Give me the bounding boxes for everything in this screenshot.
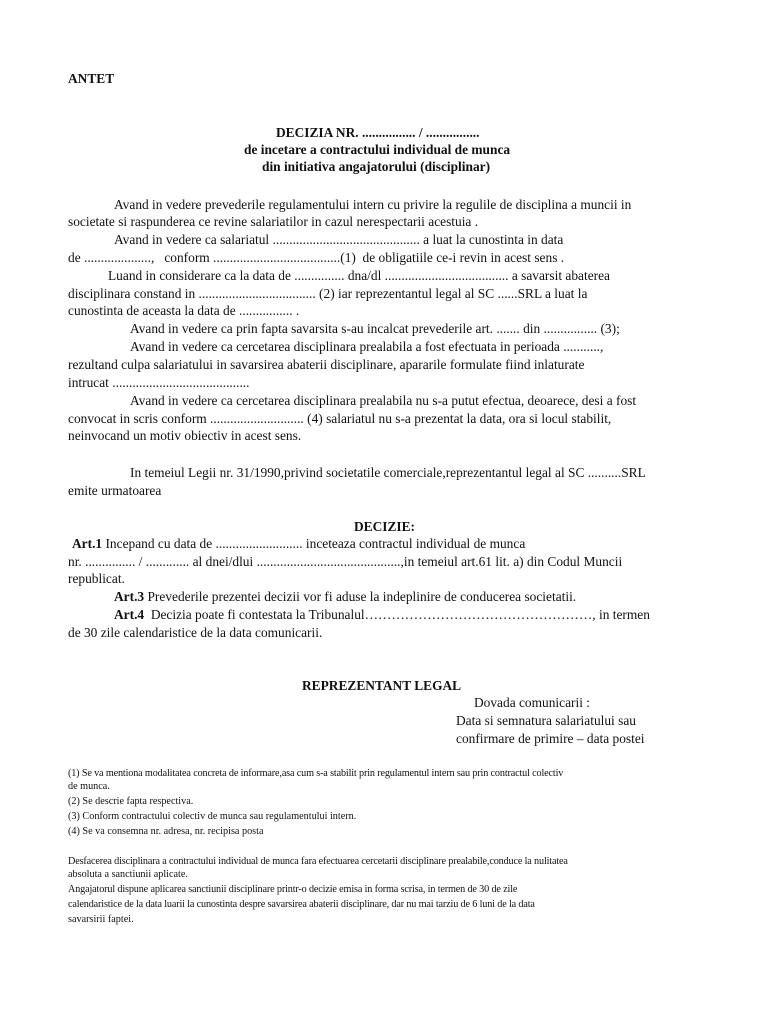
article-3-label: Art.3 <box>114 589 145 604</box>
body-line: cunostinta de aceasta la data de ................ . <box>68 303 300 318</box>
proof-of-communication-label: Dovada comunicarii : <box>474 695 591 710</box>
body-line: Avand in vedere ca salariatul ............................................ a luat la cunostinta in data <box>114 232 564 247</box>
body-line: emite urmatoarea <box>68 483 162 498</box>
article-4-text: Decizia poate fi contestata la Tribunalul……………………………………………, in termen <box>144 607 650 622</box>
article-4-label: Art.4 <box>114 607 145 622</box>
note-line: calendaristice de la data luarii la cunostinta despre savarsirea abaterii disciplinare, dar nu mai tarziu de 6 luni de la data <box>68 899 535 910</box>
body-line: Luand in considerare ca la data de ............... dna/dl ..................................... a savarsit abaterea <box>108 268 610 283</box>
body-line: Avand in vedere ca cercetarea disciplinara prealabila nu s-a putut efectua, deoarece, desi a fost <box>130 393 637 408</box>
legal-representative-label: REPREZENTANT LEGAL <box>302 678 462 693</box>
footnote-2: (2) Se descrie fapta respectiva. <box>68 796 194 807</box>
body-line: Avand in vedere ca prin fapta savarsita s-au incalcat prevederile art. ....... din ................ (3); <box>130 321 620 336</box>
article-1-line-3: republicat. <box>68 571 125 586</box>
article-1-label: Art.1 <box>72 536 103 551</box>
body-line: Avand in vedere prevederile regulamentului intern cu privire la regulile de disciplina a muncii in <box>114 197 632 212</box>
employee-signature-label: Data si semnatura salariatului sau <box>456 713 636 728</box>
antet-label: ANTET <box>68 71 115 86</box>
note-line: Angajatorul dispune aplicarea sanctiunii disciplinare printr-o decizie emisa in forma scrisa, in termen de 30 de zile <box>68 884 518 895</box>
article-1-text: Incepand cu data de .......................... inceteaza contractul individual de munca <box>102 536 526 551</box>
article-1-line-2: nr. ............... / ............. al dnei/dlui ...........................................,in temeiul art.61 lit. a) din Codul Muncii <box>68 554 623 569</box>
decision-title: DECIZIA NR. ................ / ................ <box>276 125 480 140</box>
body-line: Avand in vedere ca cercetarea disciplinara prealabila a fost efectuata in perioada ..........., <box>130 339 604 354</box>
body-line: disciplinara constand in ................................... (2) iar reprezentantul legal al SC ......SRL a luat la <box>68 286 588 301</box>
body-line: societate si raspunderea ce revine salariatilor in cazul nerespectarii acestuia . <box>68 214 479 229</box>
note-line: savarsirii faptei. <box>68 914 134 925</box>
footnote-3: (3) Conform contractului colectiv de munca sau regulamentului intern. <box>68 811 357 822</box>
body-line: In temeiul Legii nr. 31/1990,privind societatile comerciale,reprezentantul legal al SC ..........SRL <box>130 465 646 480</box>
body-line: de ...................., conform ......................................(1) de obligatiile ce-i revin in acest sens . <box>68 250 565 265</box>
decision-subtitle-1: de incetare a contractului individual de munca <box>244 142 511 157</box>
article-3-text: Prevederile prezentei decizii vor fi aduse la indeplinire de conducerea societatii. <box>144 589 577 604</box>
footnote-1: (1) Se va mentiona modalitatea concreta de informare,asa cum s-a stabilit prin regulamentul intern sau prin contractul colectiv <box>68 768 564 779</box>
note-line: absoluta a sanctiunii aplicate. <box>68 869 188 880</box>
footnote-1-cont: de munca. <box>68 781 110 792</box>
article-1 <box>72 536 525 552</box>
article-3 <box>114 589 576 605</box>
note-line: Desfacerea disciplinara a contractului individual de munca fara efectuarea cercetarii disciplinare prealabile,conduce la nulitatea <box>68 856 568 867</box>
body-line: rezultand culpa salariatului in savarsirea abaterii disciplinare, apararile formulate fiind inlaturate <box>68 357 585 372</box>
decision-heading: DECIZIE: <box>354 519 416 534</box>
body-line: neinvocand un motiv obiectiv in acest sens. <box>68 428 302 443</box>
article-4-line-2: de 30 zile calendaristice de la data comunicarii. <box>68 625 323 640</box>
receipt-confirmation-label: confirmare de primire – data postei <box>456 731 645 746</box>
decision-subtitle-2: din initiativa angajatorului (disciplinar) <box>262 159 491 174</box>
article-4 <box>114 607 650 623</box>
body-line: convocat in scris conform ............................ (4) salariatul nu s-a prezentat la data, ora si locul stabilit, <box>68 411 612 426</box>
body-line: intrucat ......................................... <box>68 375 250 390</box>
footnote-4: (4) Se va consemna nr. adresa, nr. recipisa posta <box>68 826 264 837</box>
